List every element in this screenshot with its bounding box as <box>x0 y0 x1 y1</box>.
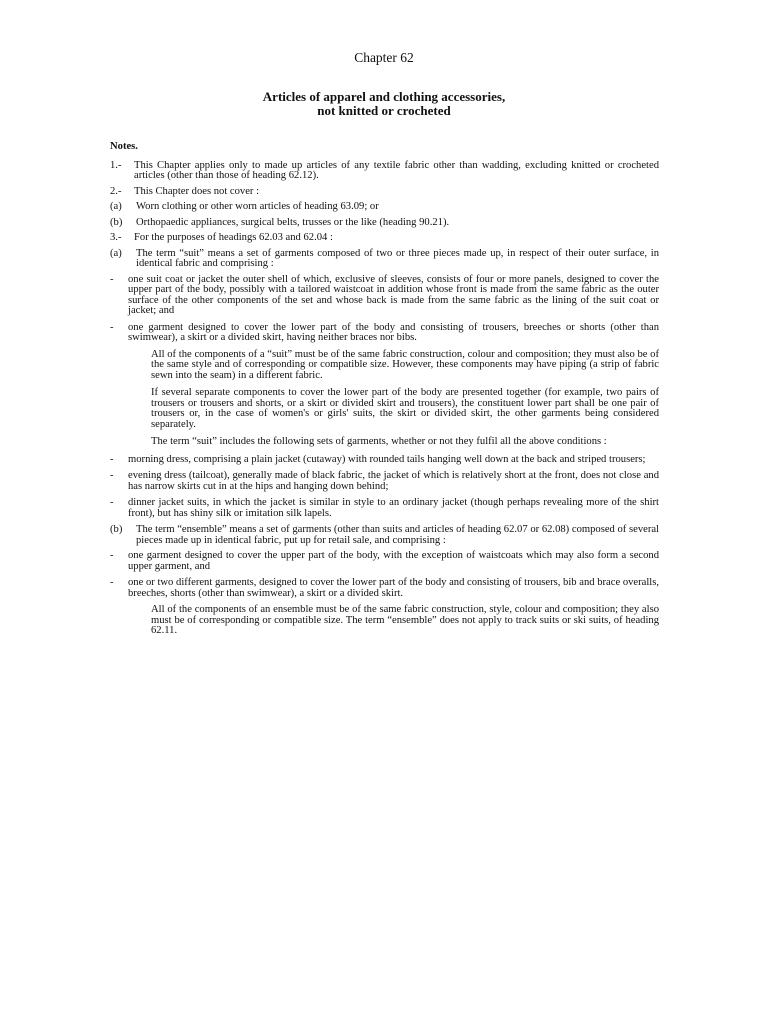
dash-marker: - <box>110 273 114 285</box>
list-item-text: evening dress (tailcoat), generally made of black fabric, the jacket of which is relatively short at the front, does not close and has narrow skirts cut in at the hips and hanging down behind; <box>128 470 659 492</box>
note-1 <box>110 161 659 182</box>
list-item <box>110 471 659 492</box>
list-item <box>110 275 659 317</box>
chapter-title <box>0 90 768 118</box>
title-line-2: not knitted or crocheted <box>317 103 451 118</box>
list-item <box>110 578 659 599</box>
note-number: 1.- <box>110 159 122 171</box>
dash-marker: - <box>110 497 114 508</box>
sub-text: Worn clothing or other worn articles of heading 63.09; or <box>136 201 379 212</box>
list-item-text: one garment designed to cover the upper part of the body, with the exception of waistcoats which may also form a second upper garment, and <box>128 550 659 572</box>
note-2-a <box>110 202 659 213</box>
note-number: 3.- <box>110 232 122 243</box>
list-item <box>110 498 659 519</box>
paragraph: All of the components of an ensemble must be of the same fabric construction, style, colour and composition; they also must be of corresponding or compatible size. The term “ensemble” does not apply to track suits or ski suits, of heading 62.11. <box>151 604 659 636</box>
sub-label: (a) <box>110 247 122 259</box>
note-text: For the purposes of headings 62.03 and 62.04 : <box>134 232 333 243</box>
note-number: 2.- <box>110 185 122 197</box>
note-3-b <box>110 525 659 546</box>
dash-marker: - <box>110 577 114 588</box>
note-text: This Chapter does not cover : <box>134 185 260 197</box>
list-item-text: one or two different garments, designed to cover the lower part of the body and consisting of trousers, bib and brace overalls, breeches, shorts (other than swimwear), a skirt or a divided skirt. <box>128 577 659 599</box>
dash-marker: - <box>110 470 114 481</box>
note-2 <box>110 187 659 198</box>
paragraph: The term “suit” includes the following sets of garments, whether or not they fulfil all the above conditions : <box>151 436 607 447</box>
note-2-b <box>110 218 659 229</box>
title-line-1: Articles of apparel and clothing accessories, <box>262 89 506 104</box>
chapter-heading: Chapter 62 <box>354 50 414 65</box>
sub-text: The term “ensemble” means a set of garments (other than suits and articles of heading 62.07 or 62.08) composed of several pieces made up in identical fabric, put up for retail sale, and comprising : <box>136 524 659 546</box>
note-3 <box>110 233 659 244</box>
notes-section <box>110 142 659 644</box>
list-item <box>110 455 659 466</box>
sub-label: (b) <box>110 216 123 228</box>
paragraph: If several separate components to cover the lower part of the body are presented together (for example, two pairs of trousers or trousers and shorts, or a skirt or divided skirt and trousers), the constituent lower part shall be one pair of trousers or, in the case of women's or girls' suits, the skirt or divided skirt, the other garments being considered separately. <box>151 387 659 430</box>
dash-marker: - <box>110 550 114 561</box>
list-item <box>110 323 659 344</box>
sub-label: (a) <box>110 201 122 212</box>
note-3-a <box>110 249 659 270</box>
list-item <box>110 551 659 572</box>
sub-text: Orthopaedic appliances, surgical belts, trusses or the like (heading 90.21). <box>136 216 450 228</box>
list-item-text: dinner jacket suits, in which the jacket is similar in style to an ordinary jacket (though perhaps revealing more of the shirt front), but has shiny silk or imitation silk lapels. <box>128 497 659 519</box>
notes-heading: Notes. <box>110 141 138 152</box>
sub-text: The term “suit” means a set of garments composed of two or three pieces made up, in respect of their outer surface, in identical fabric and comprising : <box>136 247 659 269</box>
list-item-text: one garment designed to cover the lower part of the body and consisting of trousers, breeches or shorts (other than swimwear), a skirt or a divided skirt, having neither braces nor bibs. <box>128 321 659 343</box>
sub-label: (b) <box>110 524 123 535</box>
paragraph: All of the components of a “suit” must be of the same fabric construction, colour and composition; they must also be of the same style and of corresponding or compatible size. However, these components may have piping (a strip of fabric sewn into the seam) in a different fabric. <box>151 348 659 381</box>
note-text: This Chapter applies only to made up articles of any textile fabric other than wadding, excluding knitted or crocheted articles (other than those of heading 62.12). <box>134 159 659 181</box>
list-item-text: one suit coat or jacket the outer shell of which, exclusive of sleeves, consists of four or more panels, designed to cover the upper part of the body, possibly with a tailored waistcoat in addition whose front is made from the same fabric as the outer surface of the other components of the set and whose back is made from the same fabric as the lining of the suit coat or jacket; and <box>128 273 659 316</box>
dash-marker: - <box>110 321 114 333</box>
dash-marker: - <box>110 453 114 465</box>
list-item-text: morning dress, comprising a plain jacket (cutaway) with rounded tails hanging well down at the back and striped trousers; <box>128 453 646 465</box>
